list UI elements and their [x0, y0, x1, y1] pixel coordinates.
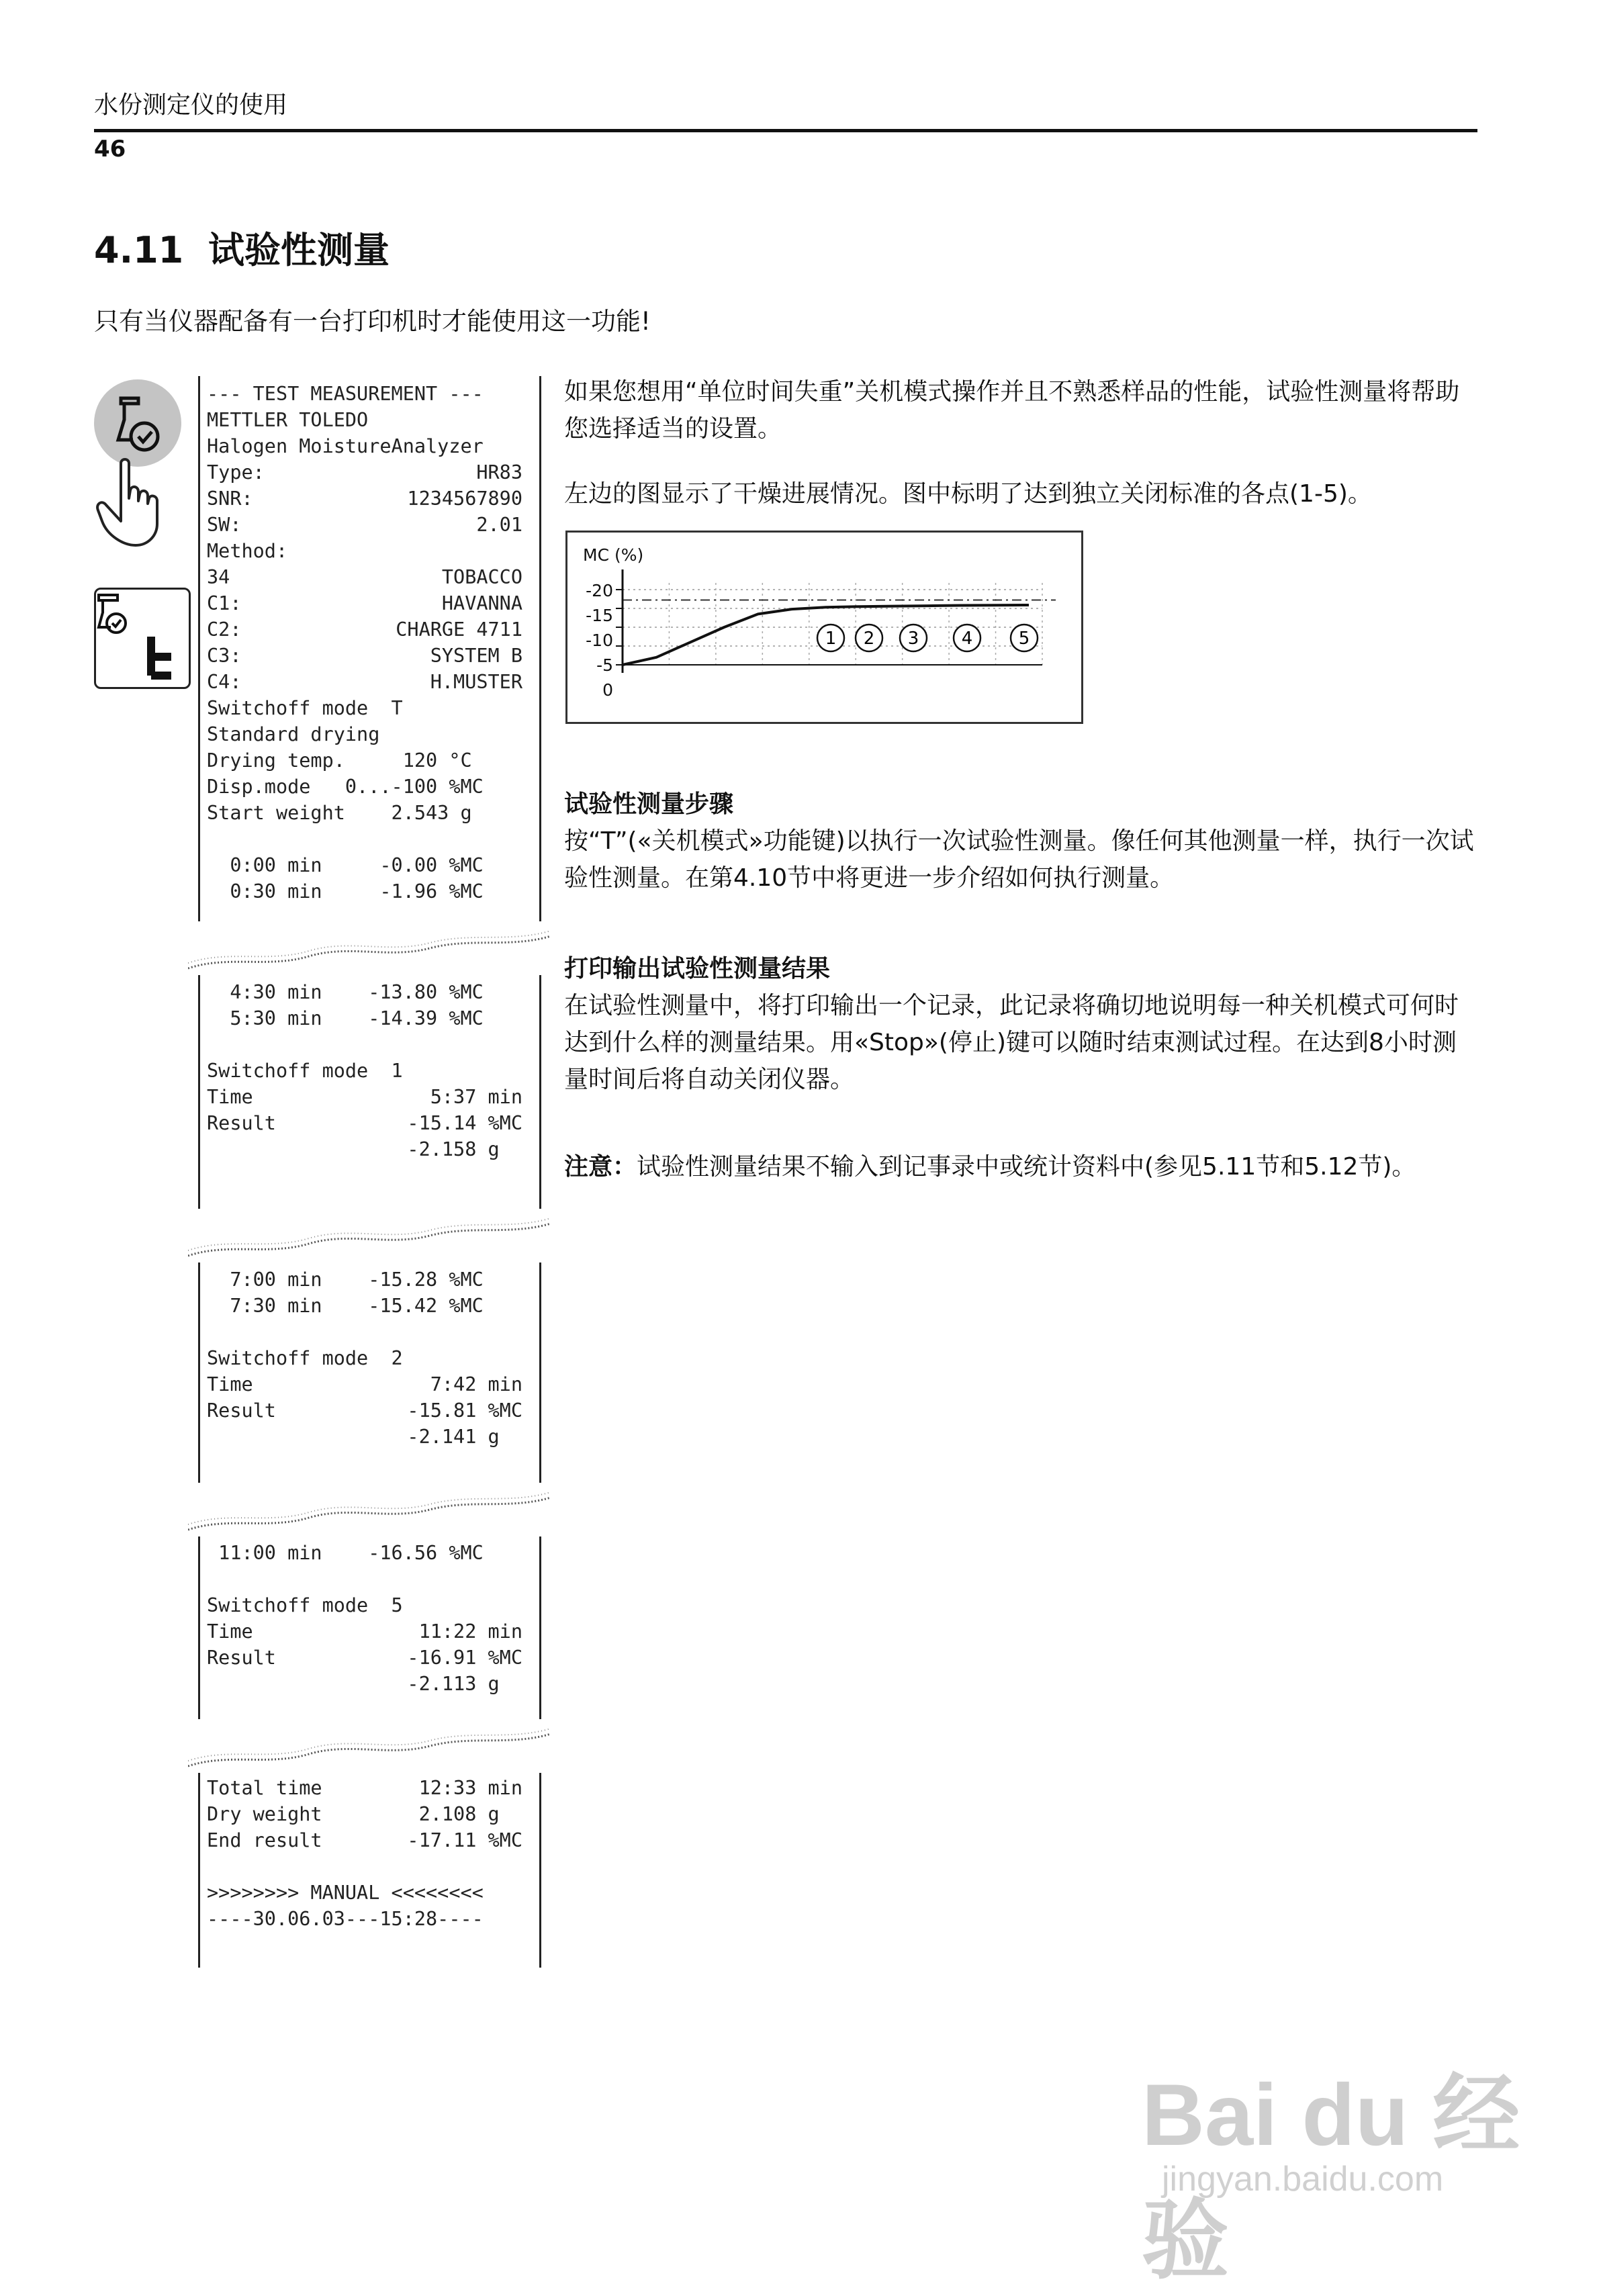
- printout-line-label: Switchoff mode 2: [207, 1347, 403, 1369]
- printout-line: [207, 433, 522, 459]
- printout-line-label: 11:00 min -16.56 %MC: [207, 1542, 484, 1564]
- printout-line-label: End result: [207, 1829, 322, 1851]
- steps-section: [564, 786, 1477, 897]
- printout-line-label: METTLER TOLEDO: [207, 409, 369, 431]
- printout-line-label: Disp.mode 0...-100 %MC: [207, 776, 484, 798]
- printout-line: [207, 826, 522, 852]
- y-tick-label: -10: [586, 631, 613, 650]
- printout-line-label: 5:30 min -14.39 %MC: [207, 1007, 484, 1029]
- running-head: 水份测定仪的使用: [94, 91, 288, 119]
- printout-line-label: 0:30 min -1.96 %MC: [207, 880, 484, 903]
- printout-line: [207, 1853, 522, 1880]
- printout-line-label: Start weight 2.543 g: [207, 802, 472, 824]
- printout-line-label: Standard drying: [207, 723, 380, 745]
- printout-line: [207, 407, 522, 433]
- printout-line-label: Type:: [207, 461, 265, 484]
- printout-line: [207, 1267, 522, 1293]
- tear-line: [188, 1209, 551, 1262]
- printout-line: [207, 1371, 522, 1397]
- note-section: [564, 1148, 1477, 1185]
- printout-line: [207, 852, 522, 878]
- chart-ylabel: MC (%): [583, 545, 644, 565]
- printout-line-label: C3:: [207, 645, 242, 667]
- y-tick-label: -5: [596, 655, 613, 675]
- printout-line-label: Total time: [207, 1777, 322, 1799]
- marker-label: 5: [1018, 629, 1030, 649]
- printout-line: [207, 1058, 522, 1084]
- printout-line-value: SYSTEM B: [430, 645, 522, 667]
- printout-line: [207, 1566, 522, 1592]
- tear-line: [188, 921, 551, 975]
- marker-label: 4: [961, 629, 973, 649]
- printout-line: [207, 1319, 522, 1345]
- printout-line-value: 7:42 min: [430, 1373, 522, 1395]
- y-tick-label: -20: [586, 581, 613, 600]
- note-label: 注意：: [564, 1153, 637, 1181]
- printout-line-label: Time: [207, 1373, 253, 1395]
- printout-line-label: ----30.06.03---15:28----: [207, 1908, 484, 1930]
- printout-line: [207, 721, 522, 747]
- section-number: 4.11: [94, 229, 184, 271]
- printout-line: [207, 538, 522, 564]
- paragraph-graph-description: 左边的图显示了干燥进展情况。图中标明了达到独立关闭标准的各点(1-5)。: [564, 480, 1372, 508]
- printout-line: [207, 486, 522, 512]
- printout-line: [207, 590, 522, 616]
- printout-line-value: -2.113 g: [407, 1673, 522, 1695]
- printout-line: [207, 1397, 522, 1424]
- drying-timer-icon: [94, 379, 181, 467]
- printout-line-label: Switchoff mode T: [207, 697, 403, 719]
- printout-line: [207, 512, 522, 538]
- printout-line-label: SNR:: [207, 488, 253, 510]
- printout-line: [207, 774, 522, 800]
- printout-line: [207, 979, 522, 1005]
- printout-line-label: Switchoff mode 5: [207, 1594, 403, 1616]
- printout-line: [207, 616, 522, 643]
- marker-label: 2: [863, 629, 875, 649]
- printout-line-value: TOBACCO: [441, 566, 522, 588]
- y-tick-label: 0: [602, 680, 613, 700]
- watermark-url: jingyan.baidu.com: [1162, 2160, 1444, 2199]
- section-title-text: 试验性测量: [208, 229, 390, 271]
- printout-line-label: C2:: [207, 618, 242, 641]
- printout-line-value: 11:22 min: [418, 1620, 522, 1643]
- printout-line-value: 5:37 min: [430, 1086, 522, 1108]
- printout-line-label: Result: [207, 1647, 276, 1669]
- printout-block-header: [207, 381, 522, 905]
- print-results-section: [564, 950, 1477, 1098]
- printout-line: [207, 1136, 522, 1162]
- printout-line-label: 4:30 min -13.80 %MC: [207, 981, 484, 1003]
- printout-line: [207, 1775, 522, 1801]
- printout-line-value: -17.11 %MC: [407, 1829, 522, 1851]
- printout-line-label: Result: [207, 1112, 276, 1134]
- printout-line: [207, 1645, 522, 1671]
- printout-line: [207, 747, 522, 774]
- printout-block-mode2: [207, 1267, 522, 1450]
- printout-line: [207, 1031, 522, 1058]
- y-tick-label: -15: [586, 606, 613, 625]
- intro-text: 只有当仪器配备有一台打印机时才能使用这一功能!: [94, 307, 651, 336]
- header-rule: [94, 129, 1477, 132]
- printout-line-label: Result: [207, 1399, 276, 1422]
- printout-line-label: Dry weight: [207, 1803, 322, 1825]
- chart-plot: [565, 531, 1083, 725]
- print-results-title: 打印输出试验性测量结果: [564, 955, 831, 982]
- marker-label: 1: [825, 629, 837, 649]
- steps-title: 试验性测量步骤: [564, 790, 734, 818]
- printout-line: [207, 1084, 522, 1110]
- printout-line-label: Drying temp. 120 °C: [207, 749, 472, 772]
- printout-line-label: --- TEST MEASUREMENT ---: [207, 383, 484, 405]
- marker-label: 3: [907, 629, 919, 649]
- printout-line: [207, 1880, 522, 1906]
- tear-line: [188, 1483, 551, 1536]
- printout-line: [207, 381, 522, 407]
- printout-line-label: SW:: [207, 514, 242, 536]
- printout-line: [207, 1005, 522, 1031]
- printout-line-value: 2.01: [476, 514, 522, 536]
- printout-line: [207, 1906, 522, 1932]
- printout-line-label: Halogen MoistureAnalyzer: [207, 435, 484, 457]
- printout-line-value: -2.141 g: [407, 1426, 522, 1448]
- printout-line: [207, 1110, 522, 1136]
- watermark-main: Bai du 经验: [1142, 2066, 1520, 2289]
- printout-line-label: Time: [207, 1086, 253, 1108]
- steps-body: 按“T”(«关机模式»功能键)以执行一次试验性测量。像任何其他测量一样，执行一次试验性测量。在第4.10节中将更进一步介绍如何执行测量。: [564, 827, 1474, 892]
- printout-line-value: HR83: [476, 461, 522, 484]
- printout-line-label: Method:: [207, 540, 288, 562]
- printout-line: [207, 1618, 522, 1645]
- printout-line-value: -15.14 %MC: [407, 1112, 522, 1134]
- printout-line: [207, 878, 522, 905]
- printout-line-label: Time: [207, 1620, 253, 1643]
- printout-line-value: -15.81 %MC: [407, 1399, 522, 1422]
- printout-line-label: C4:: [207, 671, 242, 693]
- page-number: 46: [94, 136, 126, 163]
- printout-line-value: -2.158 g: [407, 1138, 522, 1160]
- printout-line-value: -16.91 %MC: [407, 1647, 522, 1669]
- print-results-body: 在试验性测量中，将打印输出一个记录，此记录将确切地说明每一种关机模式可何时达到什么样的测量结果。用«Stop»(停止)键可以随时结束测试过程。在达到8小时测量时间后将自动关闭仪器。: [564, 992, 1459, 1093]
- printout-block-end: [207, 1775, 522, 1932]
- printout-line: [207, 1671, 522, 1697]
- printout-line-label: C1:: [207, 592, 242, 614]
- printout-line: [207, 1592, 522, 1618]
- printout-line: [207, 1424, 522, 1450]
- printout-block-mode1: [207, 979, 522, 1162]
- printout-block-mode5: [207, 1540, 522, 1697]
- printout-line: [207, 1827, 522, 1853]
- printout-line: [207, 800, 522, 826]
- test-key-icon: [94, 379, 181, 467]
- printout-line: [207, 1801, 522, 1827]
- printout-line-value: HAVANNA: [441, 592, 522, 614]
- printout-line-label: >>>>>>>> MANUAL <<<<<<<<: [207, 1882, 484, 1904]
- pointing-hand-icon: [94, 457, 188, 553]
- display-symbol-icon: [94, 588, 191, 689]
- printout-line-label: 7:30 min -15.42 %MC: [207, 1295, 484, 1317]
- printout-line: [207, 1540, 522, 1566]
- printout-line: [207, 695, 522, 721]
- printout-line-label: 0:00 min -0.00 %MC: [207, 854, 484, 876]
- printout-line-label: 7:00 min -15.28 %MC: [207, 1269, 484, 1291]
- tear-line: [188, 1719, 551, 1773]
- section-title: [94, 222, 390, 273]
- printout-line: [207, 1293, 522, 1319]
- printout-line: [207, 564, 522, 590]
- note-body: 试验性测量结果不输入到记事录中或统计资料中(参见5.11节和5.12节)。: [637, 1153, 1416, 1181]
- printout-line-label: Switchoff mode 1: [207, 1060, 403, 1082]
- printout-line: [207, 643, 522, 669]
- printout-line: [207, 459, 522, 486]
- printout-line: [207, 669, 522, 695]
- printout-line: [207, 1345, 522, 1371]
- printout-line-value: 1234567890: [407, 488, 522, 510]
- printout-line-value: 12:33 min: [418, 1777, 522, 1799]
- printout-line-value: 2.108 g: [418, 1803, 522, 1825]
- paragraph-test-measurement: 如果您想用“单位时间失重”关机模式操作并且不熟悉样品的性能，试验性测量将帮助您选择适当的设置。: [564, 378, 1460, 443]
- printout-line-value: H.MUSTER: [430, 671, 522, 693]
- printout-line-label: 34: [207, 566, 230, 588]
- printout-line-value: CHARGE 4711: [396, 618, 522, 641]
